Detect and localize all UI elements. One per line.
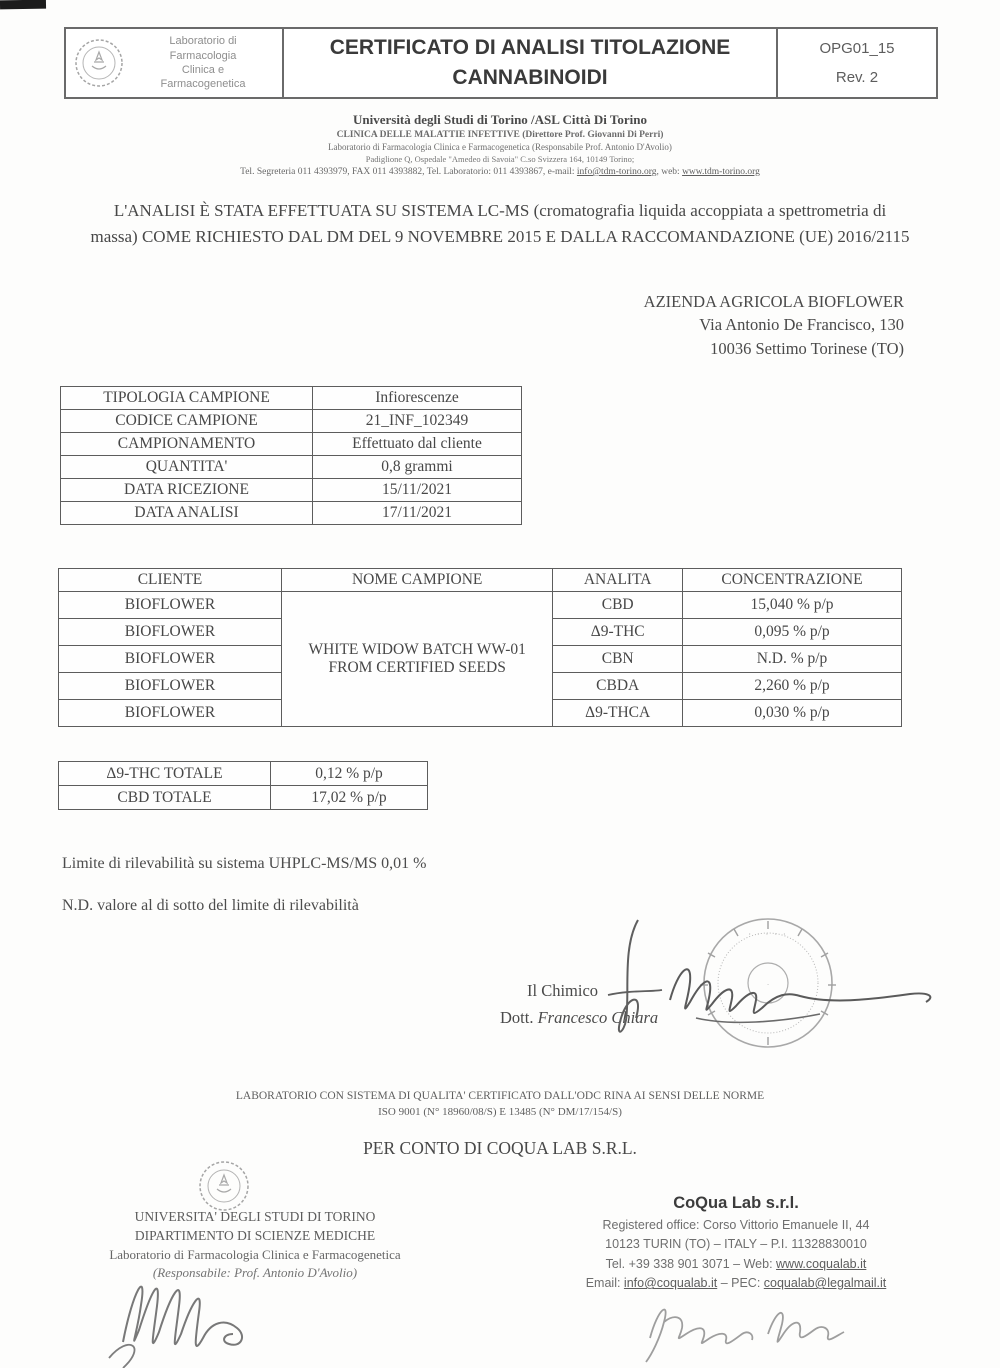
sample-field-value: 0,8 grammi	[313, 456, 522, 479]
concentration-cell: 15,040 % p/p	[682, 592, 901, 619]
per-conto-line: PER CONTO DI COQUA LAB S.R.L.	[363, 1138, 637, 1158]
column-header-cliente: CLIENTE	[59, 569, 282, 592]
document-header	[64, 27, 938, 99]
table-row	[61, 410, 522, 433]
sample-field-value: 15/11/2021	[313, 479, 522, 502]
certification-line2: ISO 9001 (N° 18960/08/S) E 13485 (N° DM/17/154/S)	[378, 1106, 622, 1118]
company-address2: 10123 TURIN (TO) – ITALY – P.I. 11328830010	[605, 1237, 867, 1252]
table-header-row	[59, 569, 902, 592]
total-label: Δ9-THC TOTALE	[59, 762, 271, 786]
document-revision: Rev. 2	[835, 69, 879, 86]
signatory-title: Dott.	[500, 1008, 538, 1027]
column-header-concentrazione: CONCENTRAZIONE	[682, 569, 901, 592]
analyte-cell: CBN	[553, 646, 683, 673]
client-city: 10036 Settimo Torinese (TO)	[710, 338, 904, 358]
address-line: Padiglione Q, Ospedale "Amedeo di Savoia" C.so Svizzera 164, 10149 Torino;	[365, 154, 635, 164]
signatory-role: Il Chimico	[527, 981, 599, 1000]
concentration-cell: 0,030 % p/p	[682, 700, 901, 727]
company-contacts	[520, 1255, 952, 1274]
table-row	[61, 387, 522, 410]
contacts-text: Tel. Segreteria 011 4393979, FAX 011 4393882, Tel. Laboratorio: 011 4393867, e-mail:	[240, 167, 577, 177]
analyte-cell: Δ9-THCA	[553, 700, 683, 727]
company-tel: Tel. +39 338 901 3071 – Web:	[605, 1256, 777, 1271]
sample-name-cell: WHITE WIDOW BATCH WW-01 FROM CERTIFIED SEEDS	[281, 592, 552, 727]
nd-definition-note: N.D. valore al di sotto del limite di rilevabilità	[62, 897, 359, 914]
concentration-cell: N.D. % p/p	[682, 646, 901, 673]
table-row	[61, 456, 522, 479]
university-contact-block	[0, 112, 1000, 177]
sample-field-label: CAMPIONAMENTO	[61, 433, 313, 456]
totals-table	[58, 761, 428, 810]
scan-artifact	[0, 0, 46, 9]
company-email-label: Email:	[585, 1276, 624, 1291]
document-title-line1: CERTIFICATO DI ANALISI TITOLAZIONE	[329, 35, 731, 59]
lab-label-line: Farmacologia	[169, 49, 237, 62]
sample-field-value: Infiorescenze	[313, 387, 522, 410]
company-web-link[interactable]: www.coqualab.it	[776, 1256, 867, 1271]
total-value: 17,02 % p/p	[271, 786, 428, 810]
total-label: CBD TOTALE	[59, 786, 271, 810]
footer-university-name: UNIVERSITA' DEGLI STUDI DI TORINO	[134, 1209, 376, 1224]
column-header-nome-campione: NOME CAMPIONE	[281, 569, 552, 592]
analyte-cell: CBD	[553, 592, 683, 619]
analyte-cell: CBDA	[553, 673, 683, 700]
table-row	[59, 762, 428, 786]
sample-field-label: CODICE CAMPIONE	[61, 410, 313, 433]
sample-field-value: 17/11/2021	[313, 502, 522, 525]
lab-label-line: Laboratorio di	[169, 35, 237, 48]
certification-line1: LABORATORIO CON SISTEMA DI QUALITA' CERTIFICATO DALL'ODC RINA AI SENSI DELLE NORME	[235, 1090, 765, 1102]
footer-department: DIPARTIMENTO DI SCIENZE MEDICHE	[134, 1227, 376, 1243]
laboratory-line: Laboratorio di Farmacologia Clinica e Farmacogenetica (Responsabile Prof. Antonio D'Avolio)	[328, 142, 672, 152]
sample-field-value: 21_INF_102349	[313, 410, 522, 433]
sample-field-label: TIPOLOGIA CAMPIONE	[61, 387, 313, 410]
lab-email-link[interactable]: info@tdm-torino.org	[576, 167, 657, 177]
table-row	[61, 433, 522, 456]
sample-field-label: QUANTITA'	[61, 456, 313, 479]
table-row	[59, 592, 902, 619]
svg-text:·: ·	[766, 981, 770, 989]
clinic-line: CLINICA DELLE MALATTIE INFETTIVE (Direttore Prof. Giovanni Di Perri)	[336, 130, 664, 140]
client-cell: BIOFLOWER	[59, 592, 282, 619]
company-block	[520, 1194, 952, 1294]
lab-label-line: Farmacogenetica	[160, 78, 246, 91]
concentration-cell: 2,260 % p/p	[682, 673, 901, 700]
lab-web-link[interactable]: www.tdm-torino.org	[682, 167, 760, 177]
contacts-text: , web:	[656, 167, 683, 177]
university-name: Università degli Studi di Torino /ASL Città Di Torino	[352, 112, 648, 127]
sample-info-table	[60, 386, 522, 525]
certification-block	[0, 1090, 1000, 1118]
analysis-statement: L'ANALISI È STATA EFFETTUATA SU SISTEMA LC-MS (cromatografia liquida accoppiata a spettrometria di massa) COME RICHIESTO DAL DM DEL 9 NOVEMBRE 2015 E DALLA RACCOMANDAZIONE (UE) 2016/2115	[90, 201, 910, 246]
footer-laboratory: Laboratorio di Farmacologia Clinica e Farmacogenetica	[109, 1246, 401, 1262]
table-row	[61, 479, 522, 502]
footer-responsabile: (Responsabile: Prof. Antonio D'Avolio)	[152, 1264, 358, 1280]
document-title	[284, 29, 778, 97]
analyte-cell: Δ9-THC	[553, 619, 683, 646]
company-pec-link[interactable]: coqualab@legalmail.it	[763, 1276, 887, 1291]
company-pec-label: – PEC:	[717, 1276, 764, 1291]
company-email-link[interactable]: info@coqualab.it	[623, 1276, 718, 1291]
svg-text:· · · · ·: · · · · ·	[748, 930, 788, 939]
header-lab-block	[66, 29, 284, 97]
client-cell: BIOFLOWER	[59, 619, 282, 646]
sample-field-label: DATA ANALISI	[61, 502, 313, 525]
client-street: Via Antonio De Francisco, 130	[699, 315, 904, 335]
document-code-block	[778, 29, 936, 97]
concentration-cell: 0,095 % p/p	[682, 619, 901, 646]
company-address1: Registered office: Corso Vittorio Emanuele II, 44	[602, 1218, 870, 1232]
chemist-signature	[600, 900, 950, 1065]
table-row	[61, 502, 522, 525]
document-code: OPG01_15	[819, 40, 895, 57]
table-row	[59, 786, 428, 810]
sample-field-value: Effettuato dal cliente	[313, 433, 522, 456]
signatory-fullname: Francesco Chiara	[537, 1008, 659, 1027]
company-name: CoQua Lab s.r.l.	[673, 1194, 799, 1212]
lab-seal-icon	[72, 36, 126, 90]
sample-field-label: DATA RICEZIONE	[61, 479, 313, 502]
detection-limit-note: Limite di rilevabilità su sistema UHPLC-MS/MS 0,01 %	[62, 855, 427, 872]
responsabile-signature	[95, 1250, 325, 1368]
contacts-line	[0, 167, 1000, 177]
header-lab-label	[130, 34, 276, 91]
client-name: AZIENDA AGRICOLA BIOFLOWER	[643, 292, 904, 311]
column-header-analita: ANALITA	[553, 569, 683, 592]
document-title-line2: CANNABINOIDI	[452, 66, 608, 89]
client-cell: BIOFLOWER	[59, 700, 282, 727]
lab-label-line: Clinica e	[181, 64, 225, 76]
client-address-block	[644, 290, 904, 360]
company-signature	[630, 1290, 930, 1368]
client-cell: BIOFLOWER	[59, 673, 282, 700]
total-value: 0,12 % p/p	[271, 762, 428, 786]
client-cell: BIOFLOWER	[59, 646, 282, 673]
results-table	[58, 568, 902, 727]
